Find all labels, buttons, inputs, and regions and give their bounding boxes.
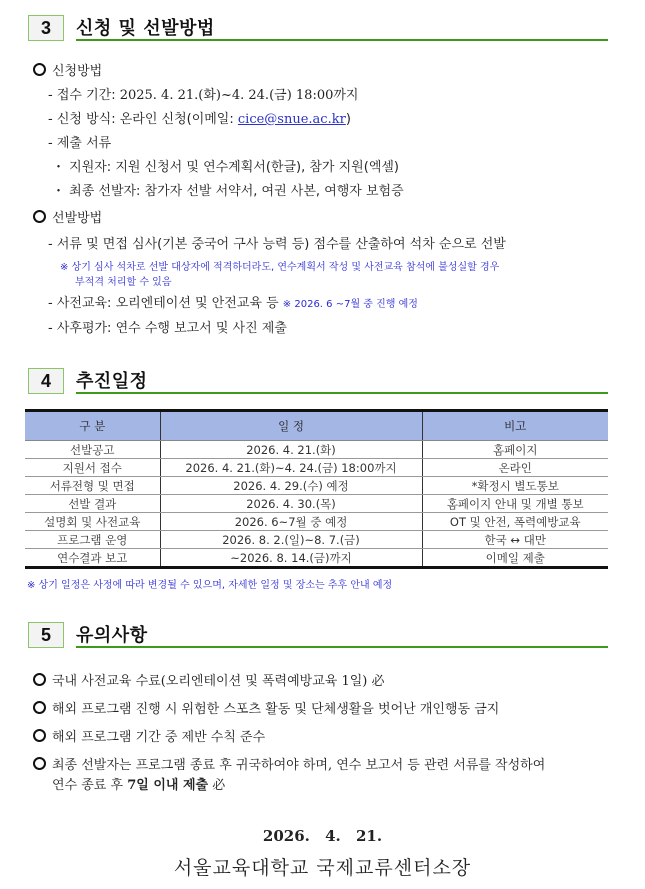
- schedule-table: [25, 409, 608, 569]
- table-row: [25, 513, 608, 531]
- caution-item: [33, 726, 265, 745]
- select-post-eval: - 사후평가: 연수 수행 보고서 및 사진 제출: [48, 321, 287, 336]
- section-3-heading: [28, 15, 608, 41]
- method-label: - 신청 방식: 온라인 신청(이메일:: [48, 112, 238, 127]
- table-header-row: [25, 411, 608, 441]
- period-label: - 접수 기간:: [48, 88, 120, 103]
- caution-item: [33, 754, 545, 773]
- cell-schedule: 2026. 4. 30.(목): [160, 495, 422, 513]
- period-value: 2025. 4. 21.(화)~4. 24.(금) 18:00까지: [119, 88, 359, 103]
- heading-underline: [76, 646, 608, 648]
- section-4-heading: [28, 368, 608, 394]
- email-link[interactable]: cice@snue.ac.kr: [237, 112, 346, 127]
- cell-category: 지원서 접수: [25, 459, 160, 477]
- circle-bullet-icon: [33, 729, 46, 742]
- cell-remarks: 홈페이지: [422, 441, 608, 459]
- cell-category: 연수결과 보고: [57, 550, 128, 565]
- apply-heading-text: 신청방법: [52, 64, 103, 79]
- cell-category: 선발 결과: [25, 495, 160, 513]
- caution-text: 해외 프로그램 기간 중 제반 수칙 준수: [52, 730, 266, 745]
- cell-category: 서류전형 및 면접: [25, 477, 160, 495]
- docs-final: ・ 최종 선발자: 참가자 선발 서약서, 여권 사본, 여행자 보험증: [52, 184, 404, 199]
- section-title: 유의사항: [76, 625, 148, 646]
- apply-method: [48, 108, 351, 127]
- apply-heading: [33, 60, 102, 79]
- cell-category: 프로그램 운영: [25, 531, 160, 549]
- select-pre-edu: [48, 292, 418, 311]
- cell-remarks: OT 및 안전, 폭력예방교육: [422, 513, 608, 531]
- table-row: [25, 495, 608, 513]
- col-header-category: 구 분: [25, 411, 160, 441]
- docs-label: - 제출 서류: [48, 136, 112, 151]
- caution-text: 必: [208, 778, 226, 793]
- cell-schedule: 2026. 8. 2.(일)~8. 7.(금): [160, 531, 422, 549]
- cell-remarks: 한국 ↔ 대만: [422, 531, 608, 549]
- col-header-remarks: 비고: [422, 411, 608, 441]
- col-header-schedule: 일 정: [160, 411, 422, 441]
- method-close: ): [345, 112, 351, 127]
- table-row: [25, 441, 608, 459]
- cell-category: 설명회 및 사전교육: [25, 513, 160, 531]
- select-review: - 서류 및 면접 심사(기본 중국어 구사 능력 등) 점수를 산출하여 석차 순으로 선발: [48, 237, 506, 252]
- caution-item: [33, 670, 385, 689]
- section-number: 3: [28, 15, 64, 41]
- caution-text: 최종 선발자는 프로그램 종료 후 귀국하여야 하며, 연수 보고서 등 관련 서류를 작성하여: [52, 758, 546, 773]
- section-number: 5: [28, 622, 64, 648]
- cell-schedule: 2026. 6~7월 중 예정: [160, 513, 422, 531]
- cell-remarks: *확정시 별도통보: [422, 477, 608, 495]
- section-number: 4: [28, 368, 64, 394]
- select-heading-text: 선발방법: [52, 211, 103, 226]
- heading-underline: [76, 392, 608, 394]
- caution-item: [33, 698, 499, 717]
- cell-schedule: ~2026. 8. 14.(금)까지: [160, 549, 422, 568]
- table-row: [25, 459, 608, 477]
- section-title: 신청 및 선발방법: [76, 18, 215, 39]
- caution-item-continued: [52, 774, 225, 793]
- apply-period: [48, 84, 358, 103]
- cell-schedule: 2026. 4. 21.(화): [160, 441, 422, 459]
- circle-bullet-icon: [33, 63, 46, 76]
- schedule-note: ※ 상기 일정은 사정에 따라 변경될 수 있으며, 자세한 일정 및 장소는 추후 안내 예정: [27, 580, 393, 591]
- table-row: [25, 477, 608, 495]
- caution-deadline: 7일 이내 제출: [127, 778, 209, 793]
- cell-remarks: 이메일 제출: [422, 549, 608, 568]
- docs-applicant: ・ 지원자: 지원 신청서 및 연수계획서(한글), 참가 지원(엑셀): [52, 160, 400, 175]
- cell-schedule: 2026. 4. 29.(수) 예정: [160, 477, 422, 495]
- pre-edu-note: ※ 2026. 6 ~7월 중 진행 예정: [282, 299, 418, 310]
- circle-bullet-icon: [33, 210, 46, 223]
- heading-underline: [76, 39, 608, 41]
- section-5-heading: [28, 622, 608, 648]
- select-heading: [33, 207, 102, 226]
- cell-category: 선발공고: [25, 441, 160, 459]
- section-title: 추진일정: [76, 371, 148, 392]
- cell-remarks: 홈페이지 안내 및 개별 통보: [422, 495, 608, 513]
- table-row: [25, 531, 608, 549]
- cell-schedule: 2026. 4. 21.(화)~4. 24.(금) 18:00까지: [160, 459, 422, 477]
- select-note-line1: ※ 상기 심사 석차로 선발 대상자에 적격하더라도, 연수계획서 작성 및 사전교육 참석에 불성실할 경우: [60, 262, 500, 273]
- caution-text: 국내 사전교육 수료(오리엔테이션 및 폭력예방교육 1일) 必: [52, 674, 385, 689]
- table-row: [25, 549, 608, 568]
- circle-bullet-icon: [33, 757, 46, 770]
- caution-text: 해외 프로그램 진행 시 위험한 스포츠 활동 및 단체생활을 벗어난 개인행동 금지: [52, 702, 500, 717]
- footer-date: 2026. 4. 21.: [262, 827, 383, 845]
- cell-remarks: 온라인: [422, 459, 608, 477]
- circle-bullet-icon: [33, 673, 46, 686]
- pre-edu-text: - 사전교육: 오리엔테이션 및 안전교육 등: [48, 296, 283, 311]
- caution-text: 연수 종료 후: [52, 778, 128, 793]
- circle-bullet-icon: [33, 701, 46, 714]
- select-note-line2: 부적격 처리할 수 있음: [75, 277, 172, 288]
- footer-organization: 서울교육대학교 국제교류센터소장: [173, 857, 472, 879]
